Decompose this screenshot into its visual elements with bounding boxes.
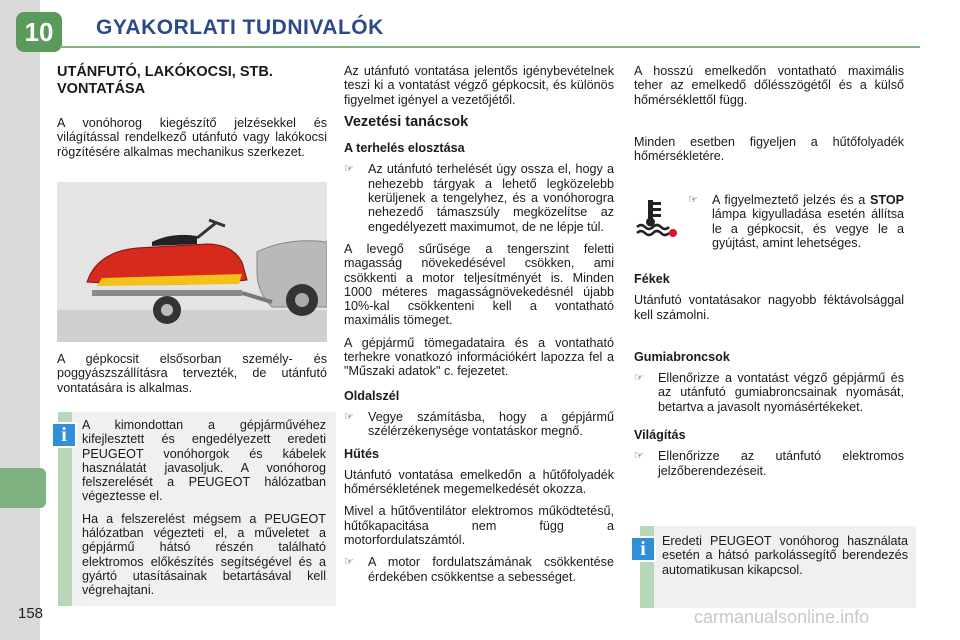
stop-label: STOP [869,193,905,207]
coolant-watch-paragraph: Minden esetben figyeljen a hűtőfolyadék hőmérsékletére. [634,134,904,164]
warning-block [688,193,904,258]
header-divider [60,46,920,48]
info-icon: i [630,536,656,562]
cooling-paragraph-1: Utánfutó vontatása emelkedőn a hűtőfolyadék hőmérsékletének megemelkedését okozza. [344,467,614,497]
pointing-hand-icon: ☞ [344,163,354,176]
pointing-hand-icon: ☞ [634,372,644,385]
pointing-hand-icon: ☞ [344,556,354,569]
intro-paragraph: A vonóhorog kiegészítő jelzésekkel és világítással rendelkező utánfutó vagy lakókocsi rögzítésére alkalmas mechanikus szerkezet. [57,116,327,159]
weight-reference-paragraph: A gépjármű tömegadataira és a vontatható terhekre vonatkozó információkért lapozza fel a "Műszaki adatok" c. fejezetet. [344,335,614,379]
cooling-title: Hűtés [344,446,379,461]
parking-info-paragraph: Eredeti PEUGEOT vonóhorog használata esetén a hátsó parkolássegítő berendezés automatikusan kikapcsol. [662,534,908,577]
crosswind-title: Oldalszél [344,388,400,403]
pointing-hand-icon: ☞ [634,450,644,463]
info-box-parking [640,526,916,608]
info-paragraph-2: Ha a felszerelést mégsem a PEUGEOT hálózatban végezteti el, a műveletet a gépjármű hátsó részén található elektromos előkészítés segítségével és a gyártó utasításainak betartásával kell végrehajtani. [82,511,326,598]
column-3 [634,64,904,171]
driving-advice-title: Vezetési tanácsok [344,113,469,130]
page-title: GYAKORLATI TUDNIVALÓK [96,16,384,39]
column-2-intro: Az utánfutó vontatása jelentős igénybevételnek teszi ki a vontatást végző gépkocsit, és különös figyelmet igényel a vezetőjétől. [344,64,614,107]
info-icon: i [51,422,77,448]
column-3-lower [634,272,904,486]
usage-paragraph: A gépkocsit elsősorban személy- és poggyászszállításra tervezték, de utánfutó vontatására is alkalmas. [57,352,327,395]
crosswind-bullet: ☞ Vegye számításba, hogy a gépjármű szélérzékenysége vontatáskor megnő. [344,409,614,439]
section-heading: UTÁNFUTÓ, LAKÓKOCSI, STB. VONTATÁSA [57,64,273,97]
sidebar [0,0,40,640]
tyres-bullet: ☞ Ellenőrizze a vontatást végző gépjármű és az utánfutó gumiabroncsainak nyomását, betartva a javasolt nyomásértékeket. [634,371,904,414]
chapter-number: 10 [16,12,62,52]
chapter-side-tab [0,468,46,508]
lighting-bullet: ☞ Ellenőrizze az utánfutó elektromos jelzőberendezéseit. [634,449,904,478]
info-paragraph-1: A kimondottan a gépjárművéhez kifejlesztett és engedélyezett eredeti PEUGEOT vonóhorgok és kábelek használatát javasoljuk. A vonóhorog felszerelését a PEUGEOT hálózatban végeztesse el. [82,418,326,504]
info-box-towbar [58,412,336,606]
lighting-title: Világítás [634,428,686,443]
brakes-paragraph: Utánfutó vontatásakor nagyobb féktávolsággal kell számolni. [634,293,904,322]
pointing-hand-icon: ☞ [688,194,698,206]
cooling-paragraph-2: Mivel a hűtőventilátor elektromos működtetésű, hűtőkapacitása nem függ a motorfordulatszámtól. [344,504,614,548]
load-bullet: ☞ Az utánfutó terhelését úgy ossza el, hogy a nehezebb tárgyak a lehető legközelebb kerüljenek a tengelyhez, és a vonóhorogra nehezedő támaszsúly megközelítse az engedélyezett maximumot, de ne lépje túl. [344,162,614,234]
air-density-paragraph: A levegő sűrűsége a tengerszint feletti magasság növekedésével csökken, ami csökkenti a motor teljesítményét is. Minden 1000 méteres magasságnövekedésnél újabb 10%-kal csökkenteni kell a vontatható maximális tömeget. [344,241,614,328]
warning-bullet: ☞ A figyelmeztető jelzés és a STOP lámpa kigyulladása esetén állítsa le a gépkocsit, és vegye le a gyújtást, amint lehetséges. [688,193,905,250]
pointing-hand-icon: ☞ [344,410,354,423]
brakes-title: Fékek [634,272,670,286]
incline-paragraph: A hosszú emelkedőn vontatható maximális teher az emelkedő dőlésszögétől és a külső hőmérséklettől függ. [634,64,904,107]
page-number: 158 [18,605,44,622]
cooling-bullet: ☞ A motor fordulatszámának csökkentése érdekében csökkentse a sebességet. [344,555,614,584]
jetski-trailer-illustration [57,182,327,342]
watermark: carmanualsonline.info [694,607,870,627]
column-1-lower [57,352,327,403]
load-distribution-title: A terhelés elosztása [344,141,465,156]
tyres-title: Gumiabroncsok [634,349,730,364]
column-2 [344,64,614,592]
column-1 [57,64,327,167]
coolant-temperature-icon [634,196,678,240]
